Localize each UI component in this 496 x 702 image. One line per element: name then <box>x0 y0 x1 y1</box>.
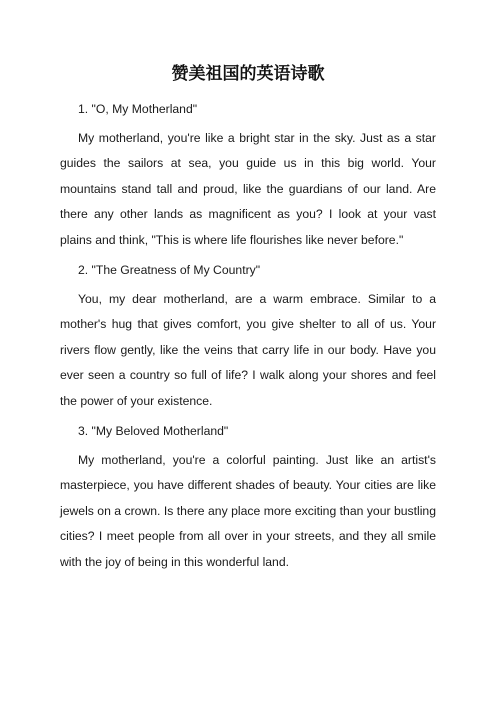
poem-heading: 3. "My Beloved Motherland" <box>78 424 229 439</box>
poem-section-3 <box>60 422 436 575</box>
document-title: 赞美祖国的英语诗歌 <box>171 64 325 84</box>
poem-section-2 <box>60 261 436 414</box>
poem-heading: 2. "The Greatness of My Country" <box>78 263 261 278</box>
document-page <box>60 62 436 583</box>
poem-heading: 1. "O, My Motherland" <box>78 102 198 116</box>
poem-section-1 <box>60 100 436 253</box>
poem-body: My motherland, you're like a bright star in the sky. Just as a star guides the sailors at sea, you guide us in this big world. Your mountains stand tall and proud, like the guardians of our land. Are there any other lands as magnificent as you? I look at your vast plains and think, "This is where life flourishes like never before." <box>60 131 436 247</box>
poem-body: You, my dear motherland, are a warm embrace. Similar to a mother's hug that gives comfort, you give shelter to all of us. Your rivers flow gently, like the veins that carry life in our body. Have you ever seen a country so full of life? I walk along your shores and feel the power of your existence. <box>60 292 436 408</box>
poem-body: My motherland, you're a colorful painting. Just like an artist's masterpiece, you have different shades of beauty. Your cities are like jewels on a crown. Is there any place more exciting than your bustling cities? I meet people from all over in your streets, and they all smile with the joy of being in this wonderful land. <box>60 453 436 569</box>
